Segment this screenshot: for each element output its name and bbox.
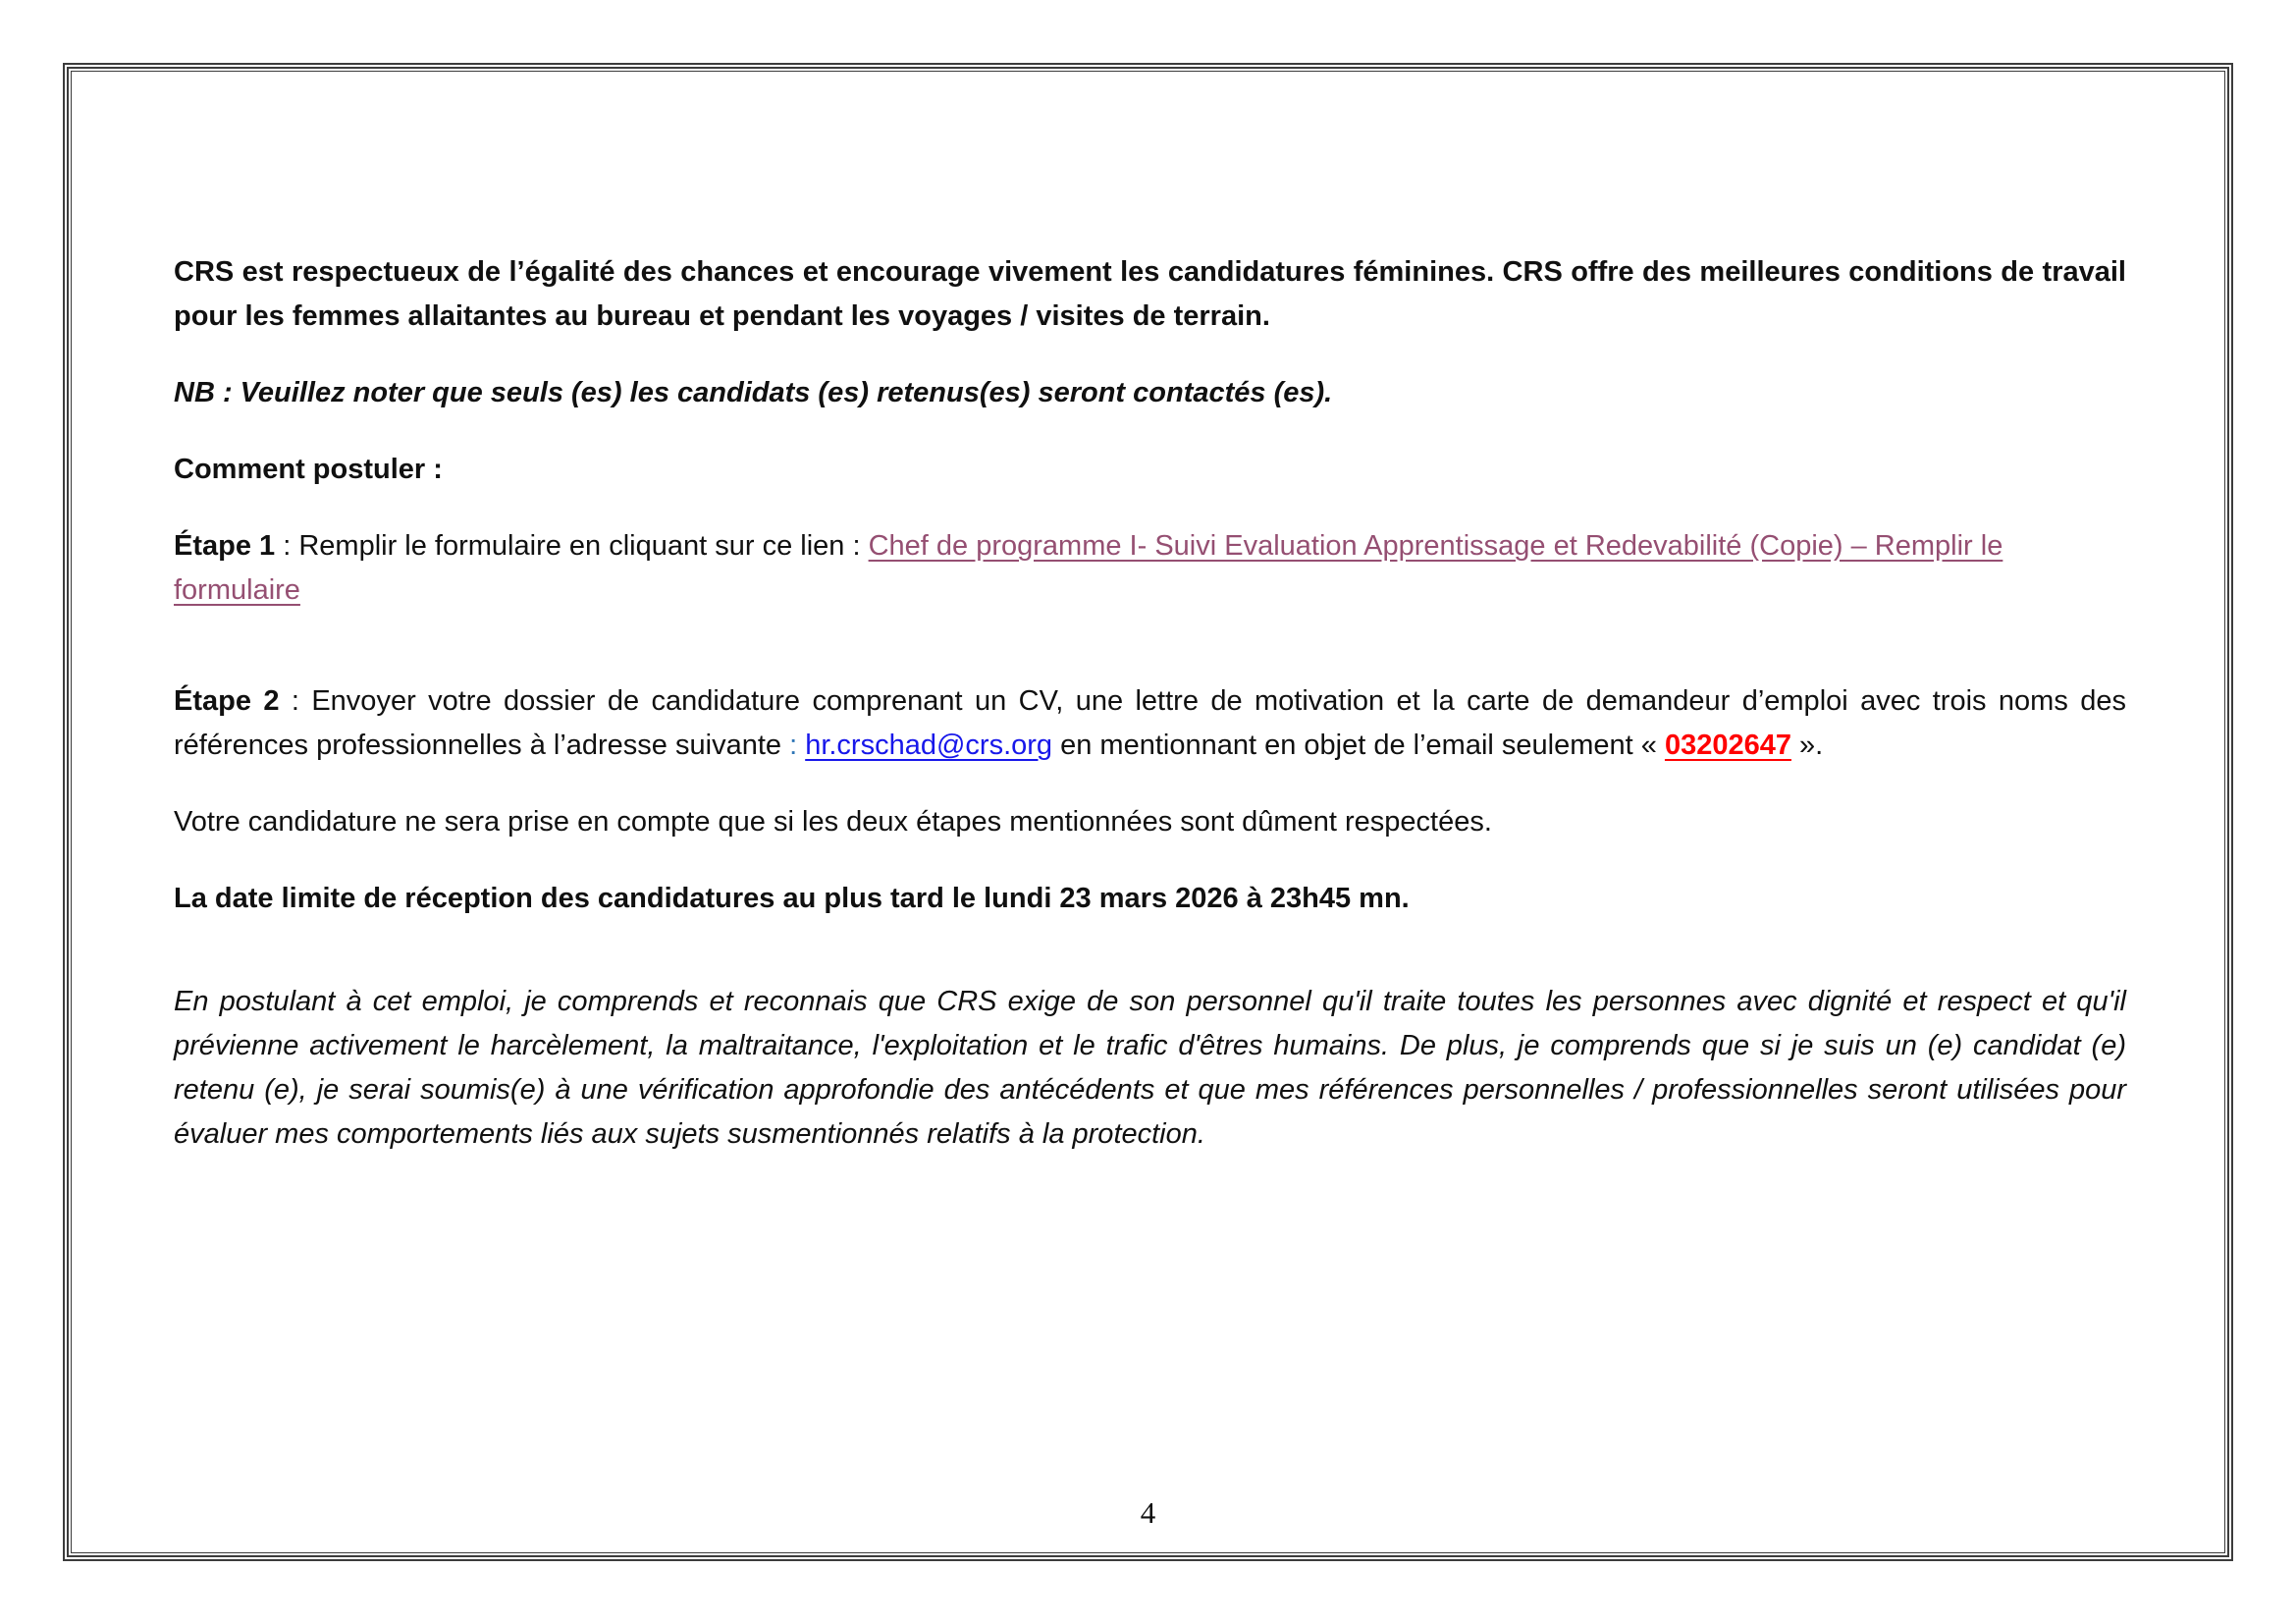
paragraph-etape-2: [174, 679, 2126, 768]
page-content: [72, 72, 2224, 1157]
etape-2-text-before-colon: : Envoyer votre dossier de candidature comprenant un CV, une lettre de motivation et la carte de demandeur d’emploi avec trois noms des références professionnelles à l’adresse suivante: [174, 685, 2126, 761]
paragraph-date-limite: La date limite de réception des candidatures au plus tard le lundi 23 mars 2026 à 23h45 mn.: [174, 883, 1410, 914]
email-link[interactable]: hr.crschad@crs.org: [805, 730, 1053, 761]
paragraph-equal-opportunity: CRS est respectueux de l’égalité des chances et encourage vivement les candidatures féminines. CRS offre des meilleures conditions de travail pour les femmes allaitantes au bureau et pendant les voyages / visites de terrain.: [174, 256, 2126, 332]
etape-1-label: Étape 1: [174, 530, 276, 562]
page-number: 4: [1140, 1495, 1156, 1530]
paragraph-etape-1: [174, 524, 2126, 613]
paragraph-safeguarding-engagement: En postulant à cet emploi, je comprends et reconnais que CRS exige de son personnel qu'il traite toutes les personnes avec dignité et respect et qu'il prévienne activement le harcèlement, la maltraitance, l'exploitation et le trafic d'êtres humains. De plus, je comprends que si je suis un (e) candidat (e) retenu (e), je serai soumis(e) à une vérification approfondie des antécédents et que mes références personnelles / professionnelles seront utilisées pour évaluer mes comportements liés aux sujets susmentionnés relatifs à la protection.: [174, 986, 2126, 1150]
etape-1-text: : Remplir le formulaire en cliquant sur ce lien :: [275, 530, 869, 562]
heading-comment-postuler: Comment postuler :: [174, 454, 443, 485]
paragraph-nb-note: NB : Veuillez noter que seuls (es) les candidats (es) retenus(es) seront contactés (es).: [174, 377, 1333, 408]
etape-2-text-after-email: en mentionnant en objet de l’email seulement «: [1052, 730, 1665, 761]
paragraph-votre-candidature: Votre candidature ne sera prise en compte que si les deux étapes mentionnées sont dûment respectées.: [174, 806, 1492, 838]
etape-2-label: Étape 2: [174, 685, 280, 717]
etape-2-text-end: ».: [1790, 730, 1824, 761]
job-code: 03202647: [1664, 730, 1791, 761]
page-border-outer: [63, 63, 2233, 1561]
application-form-link[interactable]: Chef de programme I- Suivi Evaluation Apprentissage et Redevabilité (Copie) – Remplir le formulaire: [174, 530, 2003, 606]
etape-2-colon: :: [781, 730, 806, 761]
page-border-middle: [67, 67, 2229, 1557]
page-border-inner: [71, 71, 2225, 1553]
